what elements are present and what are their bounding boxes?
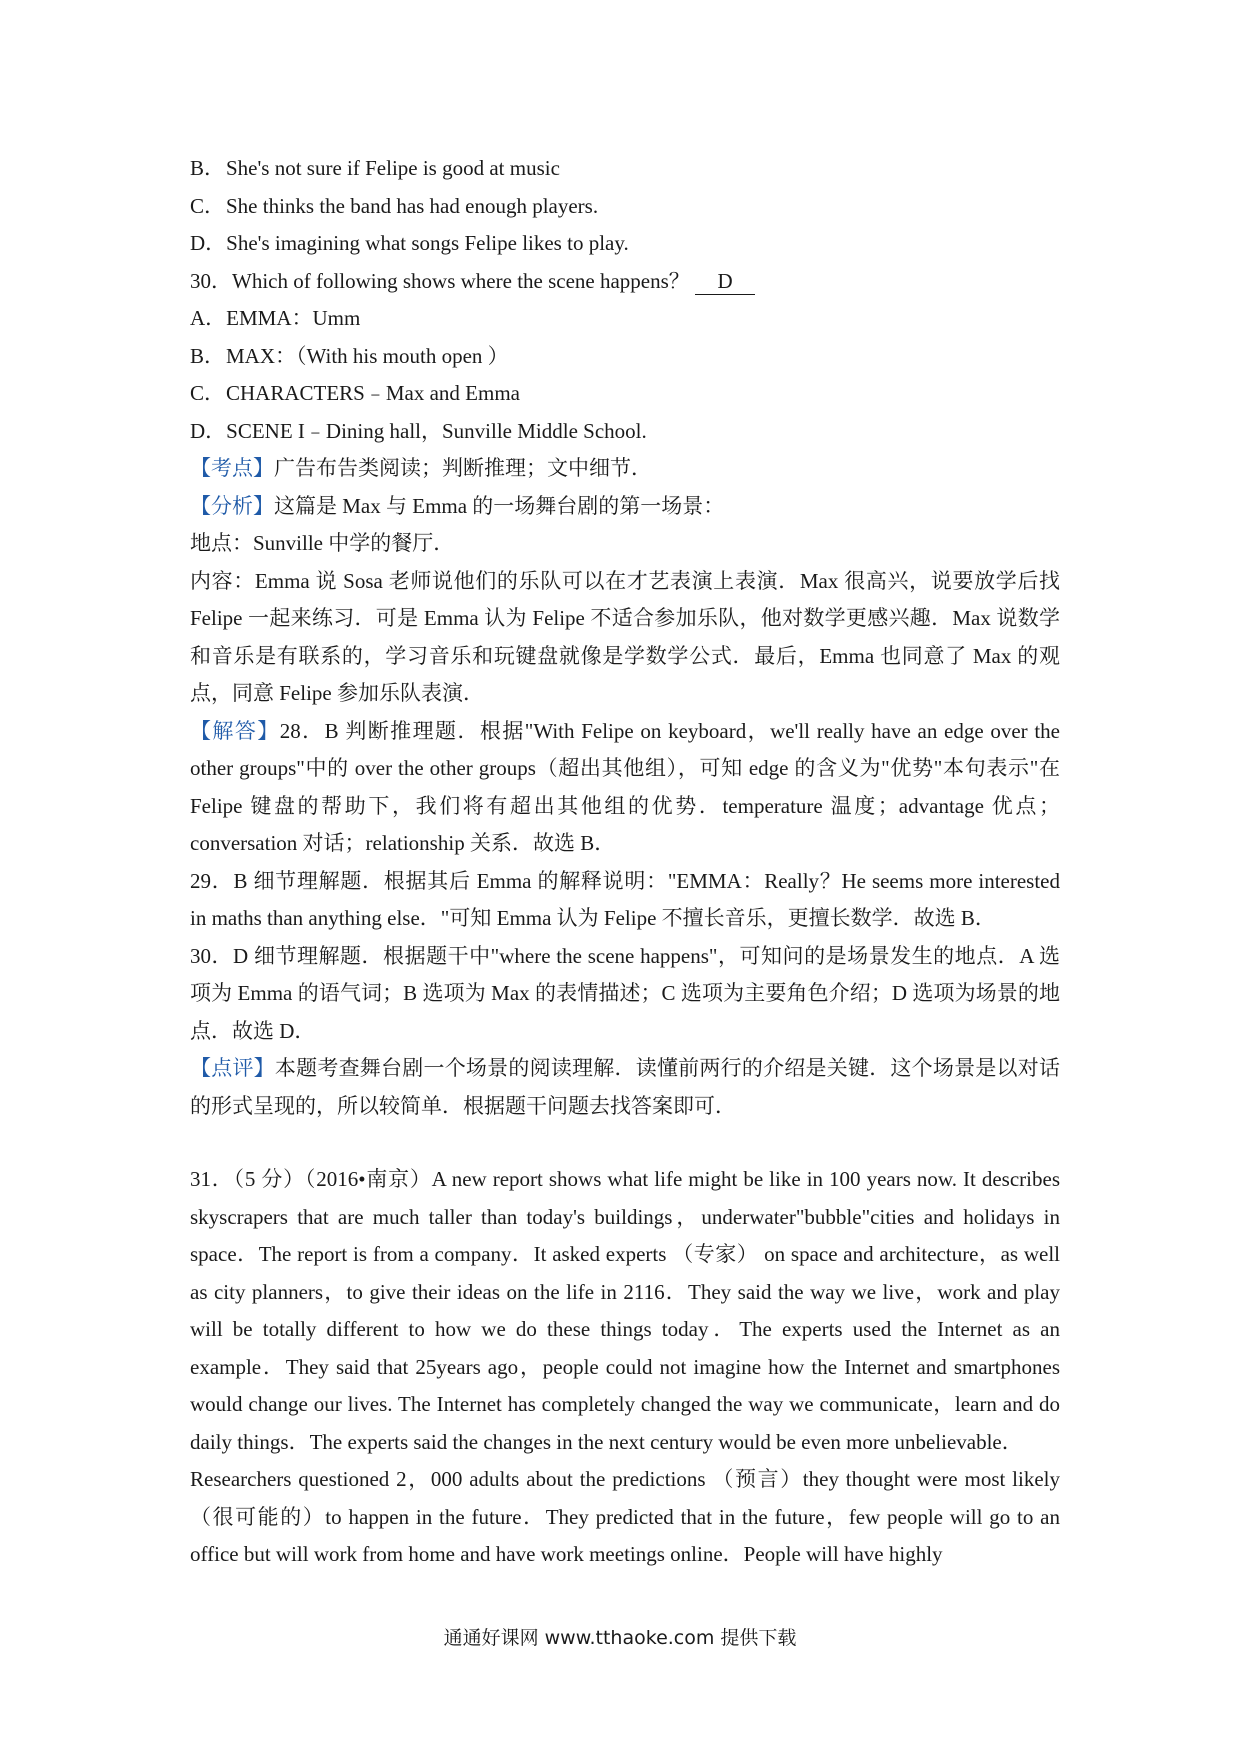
question-text: 30．Which of following shows where the scene happens？ — [190, 268, 690, 293]
kaodian-tag: 【考点】 — [190, 456, 274, 480]
q31-passage-paragraph-2: Researchers questioned 2，000 adults about the predictions （预言）they thought were most likely （很可能的）to happen in the future．They predicted that in the future，few people will go to an office but will work from home and have work meetings online．People will have highly — [190, 1467, 1060, 1566]
option-letter: B． — [190, 343, 226, 368]
kaodian-text: 广告布告类阅读；判断推理；文中细节． — [274, 456, 652, 480]
option-letter: A． — [190, 306, 227, 330]
jieda-q29: 29．B 细节理解题．根据其后 Emma 的解释说明："EMMA：Really？He seems more interested in maths than anything else．"可知 Emma 认为 Felipe 不擅长音乐，更擅长数学．故选 B． — [190, 868, 1060, 930]
fenxi-content: 内容：Emma 说 Sosa 老师说他们的乐队可以在才艺表演上表演．Max 很高兴，说要放学后找 Felipe 一起来练习．可是 Emma 认为 Felipe 不适合参加乐队，他对数学更感兴趣．Max 说数学和音乐是有联系的，学习音乐和玩键盘就像是学数学公式．最后，Emma 也同意了 Max 的观点，同意 Felipe 参加乐队表演． — [190, 568, 1060, 705]
jieda-section — [190, 713, 1060, 863]
option-text: She's imagining what songs Felipe likes to play. — [226, 231, 629, 255]
dianping-section — [190, 1050, 1060, 1125]
q30-option-a — [190, 300, 1060, 338]
fenxi-text: 这篇是 Max 与 Emma 的一场舞台剧的第一场景： — [274, 493, 725, 518]
option-letter: B． — [190, 156, 226, 180]
jieda-tag: 【解答】 — [190, 718, 280, 743]
q29-option-b — [190, 150, 1060, 188]
fenxi-location: 地点：Sunville 中学的餐厅． — [190, 531, 455, 555]
q31-passage-paragraph-1: 31．（5 分）（2016•南京）A new report shows what life might be like in 100 years now. It describes skyscrapers that are much taller than today's buildings，underwater"bubble"cities and holidays in space．The report is from a company．It asked experts （专家） on space and architecture，as well as city planners，to give their ideas on the life in 2116．They said the way we live，work and play will be totally different to how we do these things today．The experts used the Internet as an example．They said that 25years ago，people could not imagine how the Internet and smartphones would change our lives. The Internet has completely changed the way we communicate，learn and do daily things．The experts said the changes in the next century would be even more unbelievable． — [190, 1167, 1060, 1454]
section-gap — [190, 1125, 1060, 1161]
option-text: MAX：（With his mouth open ） — [226, 343, 509, 368]
q30-option-d — [190, 413, 1060, 451]
page-footer: 通通好课网 www.tthaoke.com 提供下载 — [443, 1627, 797, 1649]
fenxi-section — [190, 488, 1060, 526]
dianping-text: 本题考查舞台剧一个场景的阅读理解．读懂前两行的介绍是关键．这个场景是以对话的形式呈现的，所以较简单．根据题干问题去找答案即可． — [190, 1056, 1061, 1118]
option-text: EMMA：Umm — [226, 306, 361, 330]
jieda-q28: 28．B 判断推理题．根据"With Felipe on keyboard，we'll really have an edge over the other groups"中的 over the other groups（超出其他组），可知 edge 的含义为"优势"本句表示"在 Felipe 键盘的帮助下，我们将有超出其他组的优势．temperature 温度；advantage 优点；conversation 对话；relationship 关系．故选 B． — [190, 718, 1061, 855]
page-content — [190, 150, 1060, 1574]
option-letter: D． — [190, 418, 227, 443]
option-text: CHARACTERS﹣Max and Emma — [226, 381, 520, 405]
option-letter: C． — [190, 381, 226, 405]
q29-option-d — [190, 225, 1060, 263]
q30-option-c — [190, 375, 1060, 413]
answer-blank: D — [695, 268, 755, 295]
fenxi-tag: 【分析】 — [190, 493, 274, 518]
option-letter: C． — [190, 193, 226, 218]
q30-option-b — [190, 338, 1060, 376]
option-text: SCENE I﹣Dining hall，Sunville Middle School. — [226, 418, 647, 443]
option-letter: D． — [190, 231, 227, 255]
option-text: She thinks the band has had enough players. — [226, 193, 599, 218]
dianping-tag: 【点评】 — [190, 1056, 275, 1080]
jieda-q30: 30．D 细节理解题．根据题干中"where the scene happens"，可知问的是场景发生的地点．A 选项为 Emma 的语气词；B 选项为 Max 的表情描述；C 选项为主要角色介绍；D 选项为场景的地点．故选 D． — [190, 943, 1060, 1043]
q29-option-c — [190, 188, 1060, 226]
q30-stem — [190, 263, 1060, 301]
kaodian-section — [190, 450, 1060, 488]
option-text: She's not sure if Felipe is good at music — [226, 156, 560, 180]
